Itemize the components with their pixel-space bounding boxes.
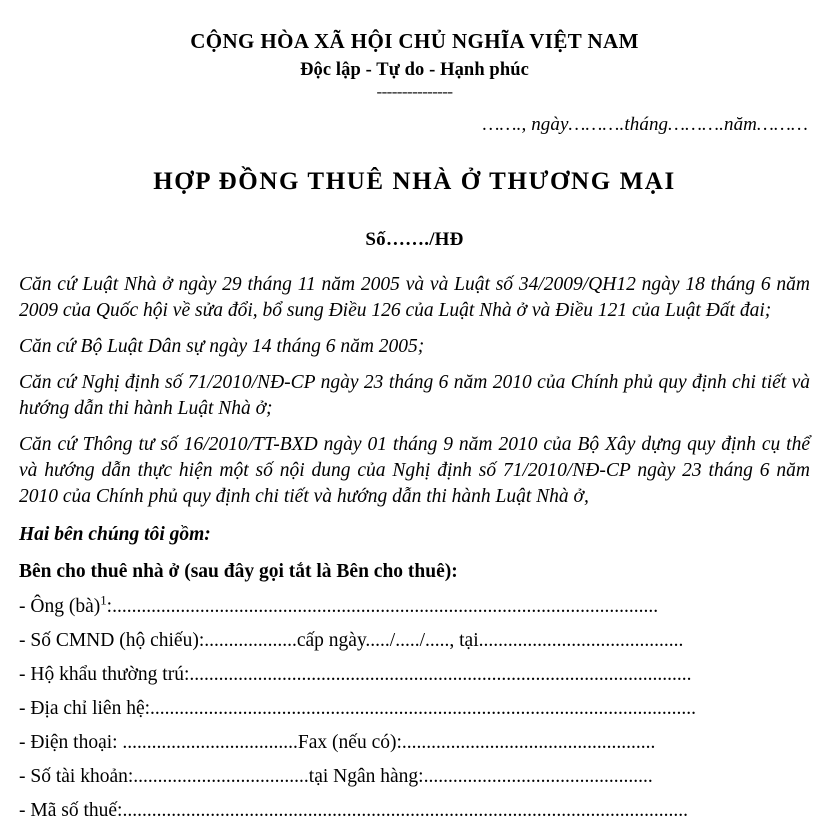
field-label-name: - Ông (bà) xyxy=(19,595,101,617)
contract-number: Số……./HĐ xyxy=(365,228,464,250)
legal-basis-paragraph: Căn cứ Bộ Luật Dân sự ngày 14 tháng 6 năm 2005; xyxy=(19,335,425,357)
legal-basis-paragraph: Căn cứ Thông tư số 16/2010/TT-BXD ngày 01 tháng 9 năm 2010 của Bộ Xây dựng quy định cụ thể và hướng dẫn thực hiện một số nội dung của Nghị định số 71/2010/NĐ-CP ngày 23 tháng 6 năm 2010 của Chính phủ quy định chi tiết và hướng dẫn thi hành Luật Nhà ở, xyxy=(19,433,810,507)
legal-basis-paragraph: Căn cứ Luật Nhà ở ngày 29 tháng 11 năm 2005 và và Luật số 34/2009/QH12 ngày 18 tháng 6 năm 2009 của Quốc hội về sửa đổi, bổ sung Điều 126 của Luật Nhà ở và Điều 121 của Luật Đất đai; xyxy=(19,273,810,321)
field-line-phone-fax[interactable]: - Điện thoại: ....................................Fax (nếu có):.................................................... xyxy=(19,731,656,753)
date-line: ……., ngày……….tháng……….năm……… xyxy=(482,113,808,135)
legal-basis-paragraph: Căn cứ Nghị định số 71/2010/NĐ-CP ngày 23 tháng 6 năm 2010 của Chính phủ quy định chi tiết và hướng dẫn thi hành Luật Nhà ở; xyxy=(19,371,810,419)
footnote-marker: 1 xyxy=(100,593,107,608)
national-heading: CỘNG HÒA XÃ HỘI CHỦ NGHĨA VIỆT NAM xyxy=(190,29,639,53)
field-line-tax-code[interactable]: - Mã số thuế:.................................................................................................................... xyxy=(19,799,688,821)
national-motto: Độc lập - Tự do - Hạnh phúc xyxy=(300,59,529,80)
legal-basis-block xyxy=(19,272,810,510)
field-line-permanent-residence[interactable]: - Hộ khẩu thường trú:....................................................................................................... xyxy=(19,663,692,685)
field-line-id-number[interactable]: - Số CMND (hộ chiếu):...................cấp ngày...../...../....., tại.......................................... xyxy=(19,629,684,651)
lessor-fields xyxy=(19,594,810,824)
field-line-contact-address[interactable]: - Địa chỉ liên hệ:................................................................................................................ xyxy=(19,697,697,719)
page-title: HỢP ĐỒNG THUÊ NHÀ Ở THƯƠNG MẠI xyxy=(153,167,676,195)
field-line-name[interactable] xyxy=(19,594,810,620)
lessor-section-heading: Bên cho thuê nhà ở (sau đây gọi tắt là Bên cho thuê): xyxy=(19,560,458,582)
field-line-bank-account[interactable]: - Số tài khoản:....................................tại Ngân hàng:............................................... xyxy=(19,765,653,787)
heading-separator: --------------- xyxy=(376,81,453,101)
field-blank-name: :................................................................................................................ xyxy=(106,595,659,617)
parties-intro-heading: Hai bên chúng tôi gồm: xyxy=(19,523,211,545)
